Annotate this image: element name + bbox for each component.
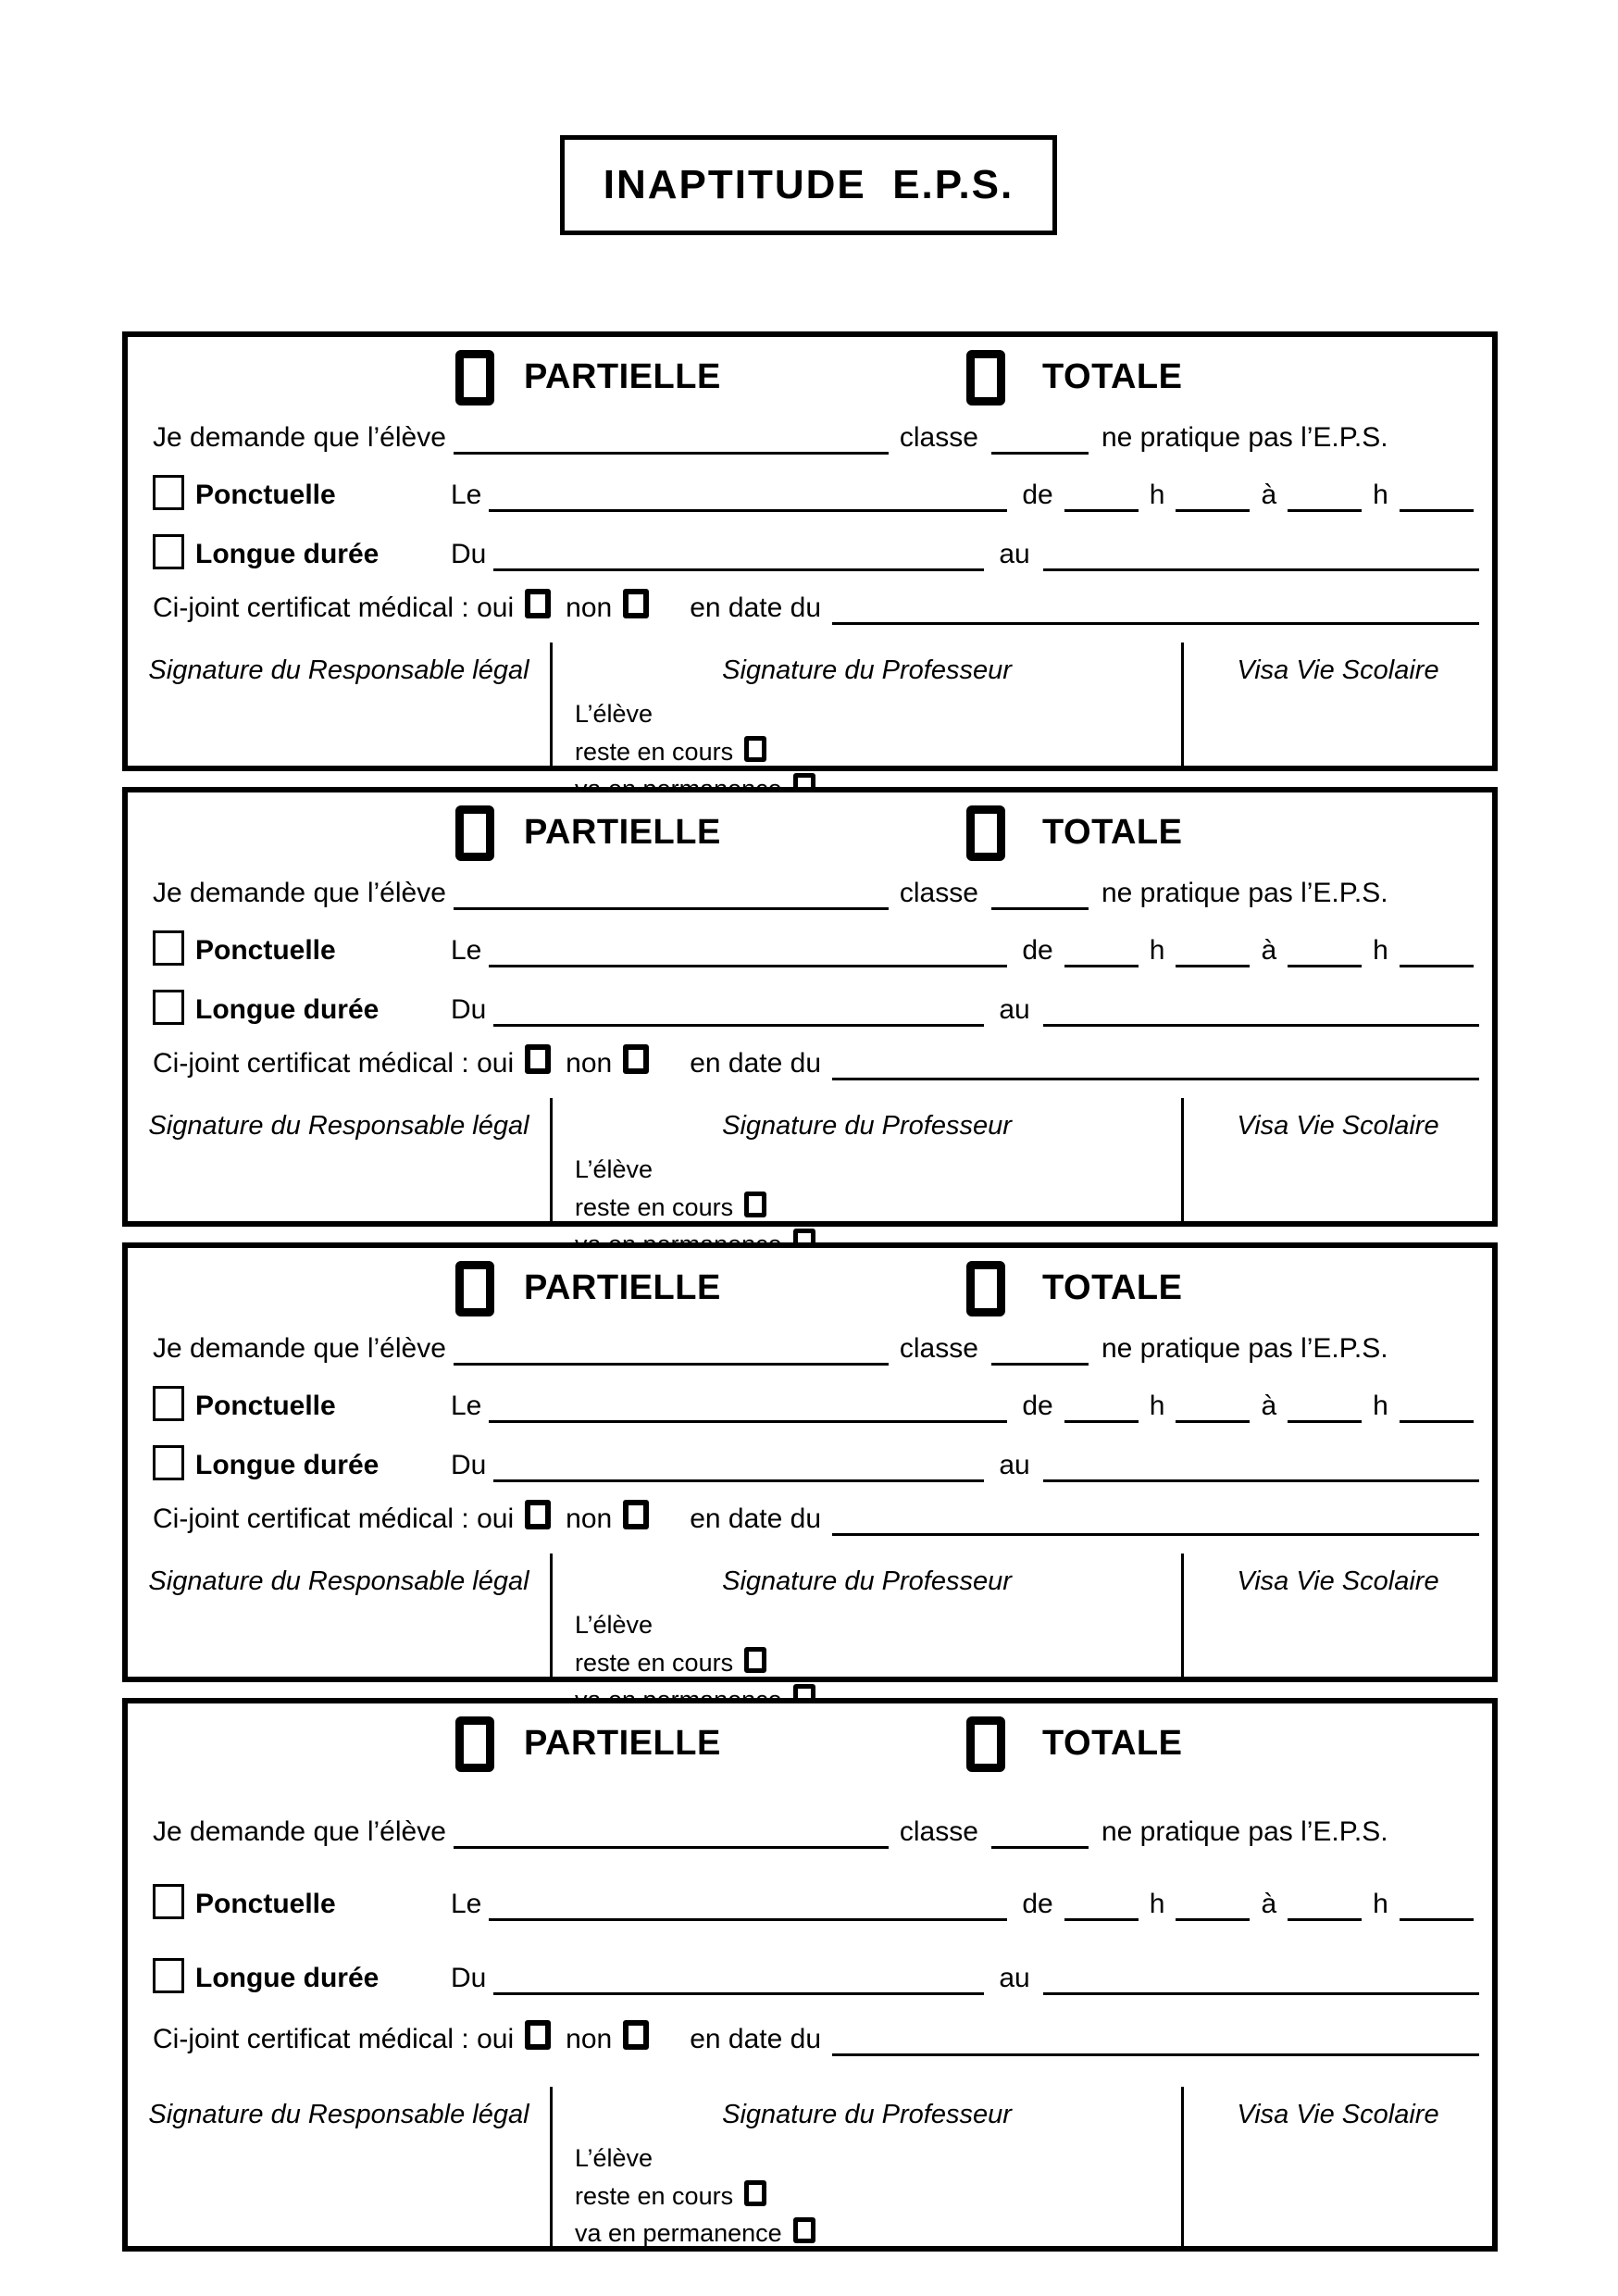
eleve-label: L’élève	[575, 700, 653, 728]
visa-vie-scolaire-label: Visa Vie Scolaire	[1237, 655, 1439, 685]
signature-responsable-label: Signature du Responsable légal	[148, 2100, 529, 2129]
eleve-label: L’élève	[575, 1155, 653, 1183]
au-label: au	[999, 1450, 1030, 1480]
request-suffix: ne pratique pas l’E.P.S.	[1101, 422, 1388, 453]
a-label: à	[1261, 1889, 1277, 1919]
from-hour-field[interactable]	[1064, 1881, 1139, 1921]
h-label: h	[1149, 935, 1165, 966]
ponctuelle-checkbox[interactable]	[153, 1386, 184, 1421]
eleve-label: L’élève	[575, 1611, 653, 1639]
reste-en-cours-checkbox[interactable]	[744, 1192, 766, 1217]
request-suffix: ne pratique pas l’E.P.S.	[1101, 878, 1388, 908]
longue-duree-row	[153, 1955, 1479, 1995]
student-name-field[interactable]	[454, 1809, 889, 1849]
non-label: non	[566, 593, 613, 623]
le-label: Le	[451, 1889, 482, 1919]
signature-responsable-cell[interactable]	[128, 1554, 553, 1677]
slips-container	[122, 331, 1498, 2252]
reste-en-cours-line	[575, 2177, 1181, 2215]
inaptitude-slip-2	[122, 787, 1498, 1227]
reste-en-cours-line	[575, 1644, 1181, 1682]
student-row	[153, 870, 1479, 910]
to-hour-field[interactable]	[1288, 472, 1362, 512]
ponctuelle-row	[153, 928, 1479, 967]
certificate-date-field[interactable]	[832, 585, 1479, 625]
reste-en-cours-checkbox[interactable]	[744, 2180, 766, 2206]
certificate-date-field[interactable]	[832, 1496, 1479, 1536]
reste-en-cours-checkbox[interactable]	[744, 1647, 766, 1673]
visa-vie-scolaire-label: Visa Vie Scolaire	[1237, 1566, 1439, 1596]
certificate-date-field[interactable]	[832, 1041, 1479, 1080]
totale-label: TOTALE	[1042, 1724, 1183, 1763]
certificate-date-field[interactable]	[832, 2016, 1479, 2056]
from-minute-field[interactable]	[1176, 928, 1250, 967]
to-minute-field[interactable]	[1400, 1881, 1474, 1921]
request-prefix: Je demande que l’élève	[153, 1816, 446, 1847]
visa-vie-scolaire-cell[interactable]	[1184, 1098, 1492, 1221]
le-label: Le	[451, 935, 482, 966]
oui-checkbox[interactable]	[525, 1044, 551, 1074]
partielle-label: PARTIELLE	[524, 1268, 721, 1307]
request-suffix: ne pratique pas l’E.P.S.	[1101, 1333, 1388, 1364]
totale-checkbox[interactable]	[966, 805, 1005, 861]
visa-vie-scolaire-label: Visa Vie Scolaire	[1237, 2100, 1439, 2129]
signature-responsable-cell[interactable]	[128, 1098, 553, 1221]
eleve-label: L’élève	[575, 2144, 653, 2172]
reste-en-cours-label: reste en cours	[575, 2181, 734, 2210]
request-prefix: Je demande que l’élève	[153, 1333, 446, 1364]
classe-field[interactable]	[991, 415, 1089, 455]
longue-duree-checkbox[interactable]	[153, 1445, 184, 1480]
certificat-row	[153, 1041, 1479, 1080]
de-label: de	[1022, 1889, 1053, 1919]
visa-vie-scolaire-cell[interactable]	[1184, 1554, 1492, 1677]
certificat-label: Ci-joint certificat médical : oui	[153, 593, 515, 623]
longue-duree-label: Longue durée	[195, 1963, 380, 1993]
le-label: Le	[451, 480, 482, 510]
totale-label: TOTALE	[1042, 357, 1183, 396]
visa-vie-scolaire-cell[interactable]	[1184, 2087, 1492, 2246]
student-name-field[interactable]	[454, 415, 889, 455]
eleve-options	[575, 2140, 1181, 2252]
student-name-field[interactable]	[454, 870, 889, 910]
totale-checkbox[interactable]	[966, 1261, 1005, 1316]
certificat-row	[153, 585, 1479, 625]
classe-field[interactable]	[991, 1809, 1089, 1849]
signature-area	[128, 1098, 1492, 1221]
ponctuelle-date-field[interactable]	[489, 472, 1007, 512]
student-row	[153, 415, 1479, 455]
totale-label: TOTALE	[1042, 1268, 1183, 1307]
non-checkbox[interactable]	[623, 589, 649, 618]
en-date-label: en date du	[690, 1048, 821, 1079]
visa-vie-scolaire-cell[interactable]	[1184, 643, 1492, 766]
en-date-label: en date du	[690, 593, 821, 623]
longue-duree-row	[153, 987, 1479, 1027]
to-minute-field[interactable]	[1400, 472, 1474, 512]
signature-area	[128, 2087, 1492, 2246]
signature-professeur-cell[interactable]	[553, 643, 1184, 766]
au-date-field[interactable]	[1043, 987, 1479, 1027]
ponctuelle-row	[153, 472, 1479, 512]
du-label: Du	[451, 994, 487, 1025]
oui-checkbox[interactable]	[525, 2020, 551, 2050]
signature-responsable-label: Signature du Responsable légal	[148, 655, 529, 685]
student-name-field[interactable]	[454, 1326, 889, 1366]
inaptitude-slip-1	[122, 331, 1498, 771]
form-title-box	[560, 135, 1057, 235]
signature-professeur-label: Signature du Professeur	[722, 2100, 1012, 2129]
reste-en-cours-line	[575, 733, 1181, 771]
longue-duree-row	[153, 1442, 1479, 1482]
partielle-label: PARTIELLE	[524, 1724, 721, 1763]
longue-duree-checkbox[interactable]	[153, 1958, 184, 1993]
non-checkbox[interactable]	[623, 2020, 649, 2050]
ponctuelle-checkbox[interactable]	[153, 930, 184, 966]
h-label: h	[1373, 935, 1388, 966]
to-minute-field[interactable]	[1400, 928, 1474, 967]
ponctuelle-date-field[interactable]	[489, 1881, 1007, 1921]
student-row	[153, 1326, 1479, 1366]
to-minute-field[interactable]	[1400, 1383, 1474, 1423]
signature-professeur-cell[interactable]	[553, 1098, 1184, 1221]
oui-checkbox[interactable]	[525, 1500, 551, 1529]
du-date-field[interactable]	[493, 531, 984, 571]
reste-en-cours-checkbox[interactable]	[744, 736, 766, 762]
non-label: non	[566, 1048, 613, 1079]
a-label: à	[1261, 1391, 1277, 1421]
h-label: h	[1149, 480, 1165, 510]
inaptitude-slip-3	[122, 1242, 1498, 1682]
from-hour-field[interactable]	[1064, 1383, 1139, 1423]
de-label: de	[1022, 935, 1053, 966]
signature-professeur-label: Signature du Professeur	[722, 655, 1012, 685]
du-label: Du	[451, 1450, 487, 1480]
oui-checkbox[interactable]	[525, 589, 551, 618]
signature-area	[128, 1554, 1492, 1677]
from-hour-field[interactable]	[1064, 928, 1139, 967]
from-minute-field[interactable]	[1176, 1881, 1250, 1921]
signature-professeur-label: Signature du Professeur	[722, 1111, 1012, 1141]
du-label: Du	[451, 1963, 487, 1993]
du-date-field[interactable]	[493, 1955, 984, 1995]
signature-responsable-label: Signature du Responsable légal	[148, 1111, 529, 1141]
en-date-label: en date du	[690, 1504, 821, 1534]
longue-duree-row	[153, 531, 1479, 571]
au-label: au	[999, 539, 1030, 569]
va-en-permanence-line	[575, 2215, 1181, 2252]
request-prefix: Je demande que l’élève	[153, 878, 446, 908]
longue-duree-label: Longue durée	[195, 1450, 380, 1480]
du-label: Du	[451, 539, 487, 569]
ponctuelle-row	[153, 1881, 1479, 1921]
inaptitude-slip-4	[122, 1698, 1498, 2252]
non-checkbox[interactable]	[623, 1500, 649, 1529]
longue-duree-label: Longue durée	[195, 994, 380, 1025]
h-label: h	[1373, 1391, 1388, 1421]
certificat-row	[153, 2016, 1479, 2056]
h-label: h	[1149, 1391, 1165, 1421]
totale-label: TOTALE	[1042, 813, 1183, 852]
totale-checkbox[interactable]	[966, 350, 1005, 406]
signature-responsable-cell[interactable]	[128, 2087, 553, 2246]
to-hour-field[interactable]	[1288, 928, 1362, 967]
non-label: non	[566, 1504, 613, 1534]
au-date-field[interactable]	[1043, 531, 1479, 571]
from-hour-field[interactable]	[1064, 472, 1139, 512]
to-hour-field[interactable]	[1288, 1383, 1362, 1423]
longue-duree-checkbox[interactable]	[153, 990, 184, 1025]
partielle-label: PARTIELLE	[524, 813, 721, 852]
va-en-permanence-label: va en permanence	[575, 2219, 782, 2247]
totale-checkbox[interactable]	[966, 1716, 1005, 1772]
h-label: h	[1373, 480, 1388, 510]
en-date-label: en date du	[690, 2024, 821, 2054]
au-label: au	[999, 994, 1030, 1025]
partielle-checkbox[interactable]	[455, 350, 494, 406]
au-date-field[interactable]	[1043, 1442, 1479, 1482]
reste-en-cours-label: reste en cours	[575, 1648, 734, 1677]
ponctuelle-label: Ponctuelle	[195, 1889, 336, 1919]
reste-en-cours-label: reste en cours	[575, 737, 734, 766]
form-title: INAPTITUDE E.P.S.	[603, 162, 1014, 207]
certificat-label: Ci-joint certificat médical : oui	[153, 1504, 515, 1534]
longue-duree-checkbox[interactable]	[153, 534, 184, 569]
classe-label: classe	[899, 422, 978, 453]
request-suffix: ne pratique pas l’E.P.S.	[1101, 1816, 1388, 1847]
non-checkbox[interactable]	[623, 1044, 649, 1074]
signature-professeur-cell[interactable]	[553, 2087, 1184, 2246]
reste-en-cours-line	[575, 1189, 1181, 1227]
request-prefix: Je demande que l’élève	[153, 422, 446, 453]
ponctuelle-label: Ponctuelle	[195, 1391, 336, 1421]
to-hour-field[interactable]	[1288, 1881, 1362, 1921]
va-en-permanence-checkbox[interactable]	[793, 2217, 815, 2243]
classe-field[interactable]	[991, 1326, 1089, 1366]
classe-field[interactable]	[991, 870, 1089, 910]
au-date-field[interactable]	[1043, 1955, 1479, 1995]
du-date-field[interactable]	[493, 1442, 984, 1482]
signature-professeur-cell[interactable]	[553, 1554, 1184, 1677]
ponctuelle-label: Ponctuelle	[195, 480, 336, 510]
partielle-label: PARTIELLE	[524, 357, 721, 396]
certificat-label: Ci-joint certificat médical : oui	[153, 2024, 515, 2054]
signature-professeur-label: Signature du Professeur	[722, 1566, 1012, 1596]
a-label: à	[1261, 480, 1277, 510]
non-label: non	[566, 2024, 613, 2054]
partielle-checkbox[interactable]	[455, 1261, 494, 1316]
ponctuelle-label: Ponctuelle	[195, 935, 336, 966]
longue-duree-label: Longue durée	[195, 539, 380, 569]
de-label: de	[1022, 480, 1053, 510]
ponctuelle-checkbox[interactable]	[153, 1884, 184, 1919]
ponctuelle-date-field[interactable]	[489, 1383, 1007, 1423]
signature-area	[128, 643, 1492, 766]
a-label: à	[1261, 935, 1277, 966]
classe-label: classe	[899, 878, 978, 908]
classe-label: classe	[899, 1816, 978, 1847]
ponctuelle-date-field[interactable]	[489, 928, 1007, 967]
h-label: h	[1149, 1889, 1165, 1919]
visa-vie-scolaire-label: Visa Vie Scolaire	[1237, 1111, 1439, 1141]
certificat-label: Ci-joint certificat médical : oui	[153, 1048, 515, 1079]
h-label: h	[1373, 1889, 1388, 1919]
from-minute-field[interactable]	[1176, 1383, 1250, 1423]
student-row	[153, 1809, 1479, 1849]
classe-label: classe	[899, 1333, 978, 1364]
du-date-field[interactable]	[493, 987, 984, 1027]
reste-en-cours-label: reste en cours	[575, 1192, 734, 1221]
au-label: au	[999, 1963, 1030, 1993]
certificat-row	[153, 1496, 1479, 1536]
signature-responsable-cell[interactable]	[128, 643, 553, 766]
ponctuelle-row	[153, 1383, 1479, 1423]
partielle-checkbox[interactable]	[455, 1716, 494, 1772]
ponctuelle-checkbox[interactable]	[153, 475, 184, 510]
le-label: Le	[451, 1391, 482, 1421]
signature-responsable-label: Signature du Responsable légal	[148, 1566, 529, 1596]
de-label: de	[1022, 1391, 1053, 1421]
partielle-checkbox[interactable]	[455, 805, 494, 861]
from-minute-field[interactable]	[1176, 472, 1250, 512]
